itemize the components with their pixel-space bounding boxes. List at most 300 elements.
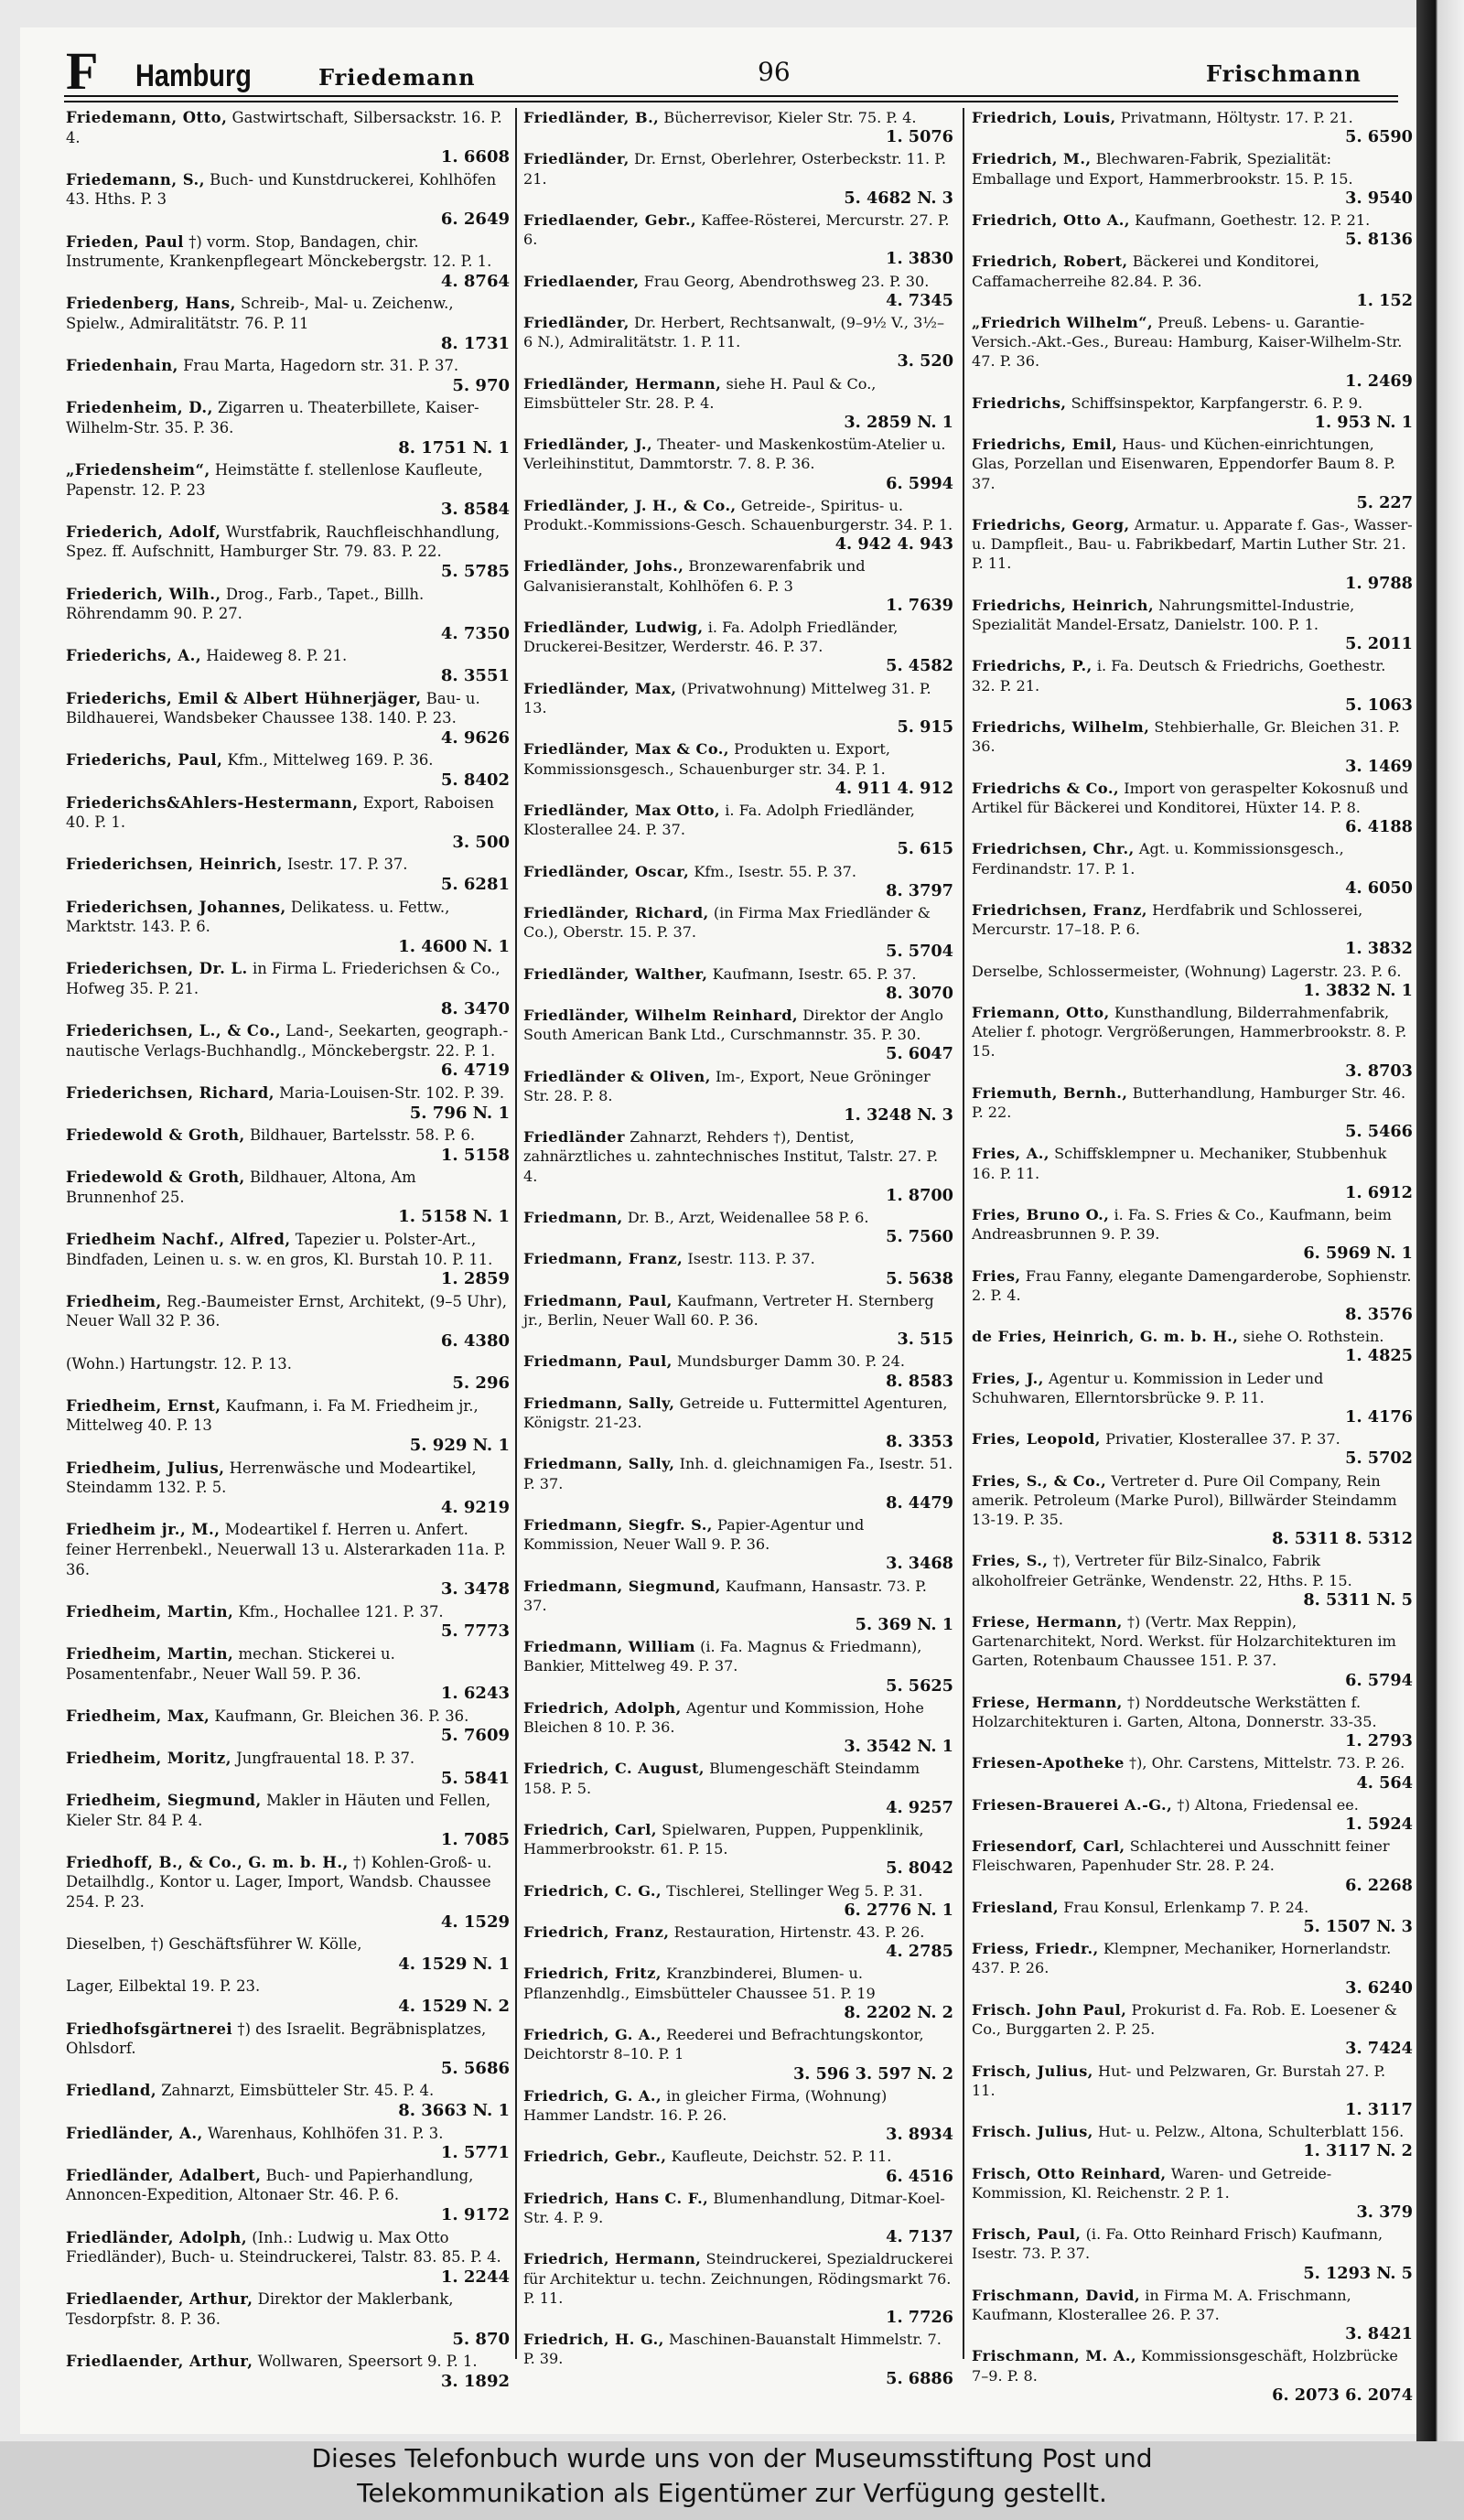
entry-details: Isestr. 17. P. 37.	[287, 856, 408, 874]
entry-phone-number: 1. 7639	[886, 595, 953, 615]
entry-details: Frau Georg, Abendrothsweg 23. P. 30.	[643, 272, 930, 290]
entry-phone-number: 5. 7609	[440, 1726, 510, 1746]
entry-details: Jungfrauental 18. P. 37.	[236, 1749, 415, 1767]
entry-phone-number: 1. 4825	[1345, 1346, 1413, 1366]
entry-name: Fries, S., & Co.,	[972, 1471, 1107, 1490]
entry-phone-number: 8. 1751 N. 1	[398, 437, 510, 458]
directory-entry	[66, 1230, 510, 1289]
entry-details: Im-, Export, Neue Gröninger Str. 28. P. 8.	[523, 1067, 931, 1104]
entry-name: Friess, Friedr.,	[972, 1940, 1099, 1958]
entry-phone-number: 4. 911 4. 912	[834, 778, 953, 798]
entry-name: Friedländer, Johs.,	[523, 557, 684, 576]
entry-name: Friederichsen, Johannes,	[66, 898, 286, 916]
entry-details: Spielwaren, Puppen, Puppenklinik, Hammerbrookstr. 61. P. 15.	[523, 1821, 924, 1858]
entry-name: Friesendorf, Carl,	[972, 1837, 1125, 1856]
entry-phone-number: 1. 3248 N. 3	[844, 1104, 953, 1125]
directory-entry	[523, 1698, 953, 1757]
entry-name: Friedländer, J.,	[523, 436, 653, 454]
entry-name: Friedrichs, Heinrich,	[972, 596, 1155, 614]
directory-entry	[972, 149, 1413, 208]
entry-phone-number: 5. 5686	[440, 2058, 510, 2078]
entry-phone-number: 3. 7424	[1345, 2039, 1413, 2059]
entry-details: Privatmann, Höltystr. 17. P. 21.	[1120, 109, 1353, 126]
entry-name: Friedländer, Max & Co.,	[523, 740, 730, 759]
entry-name: Friedländer, Wilhelm Reinhard,	[523, 1006, 799, 1024]
directory-entry	[523, 108, 953, 146]
entry-name: Friedrich, C. G.,	[523, 1881, 662, 1900]
entry-name: Friedrich, Franz,	[523, 1923, 670, 1942]
page-header	[44, 40, 1398, 101]
entry-details: Steindruckerei, Spezialdruckerei für Architektur u. techn. Zeichnungen, Rödingsmarkt 76. P. 11.	[523, 2250, 953, 2307]
entry-name: Friedemann, S.,	[66, 170, 205, 188]
entry-phone-number: 1. 6243	[440, 1684, 510, 1704]
entry-phone-number: 1. 7085	[440, 1830, 510, 1850]
entry-phone-number: 4. 6050	[1345, 878, 1413, 898]
entry-phone-number: 5. 870	[452, 2329, 510, 2349]
entry-details: Kaufleute, Deichstr. 52. P. 11.	[671, 2148, 892, 2166]
directory-entry	[523, 1922, 953, 1961]
directory-entry	[523, 2147, 953, 2185]
directory-entry	[66, 959, 510, 1018]
directory-entry	[66, 2124, 510, 2163]
entry-phone-number: 1. 3117 N. 2	[1303, 2141, 1413, 2161]
entry-name: Friedländer, Adalbert,	[66, 2166, 262, 2184]
entry-phone-number: 1. 5076	[886, 127, 953, 147]
entry-phone-number: 5. 796 N. 1	[409, 1103, 510, 1123]
directory-entry	[972, 1083, 1413, 1142]
entry-name: Friedheim, Julius,	[66, 1459, 225, 1477]
entry-name: Friedmann, Franz,	[523, 1250, 684, 1268]
directory-entry	[66, 1791, 510, 1850]
entry-name: Friedländer, Walther,	[523, 964, 708, 983]
entry-phone-number: 5. 8042	[886, 1858, 953, 1879]
entry-details: Land-, Seekarten, geograph.-nautische Verlags-Buchhandlg., Mönckebergstr. 22. P. 1.	[66, 1022, 509, 1060]
directory-entry	[523, 1881, 953, 1920]
entry-phone-number: 1. 5158	[440, 1145, 510, 1165]
entry-details: Bücherrevisor, Kieler Str. 75. P. 4.	[663, 109, 917, 126]
entry-details: †), Vertreter für Bilz-Sinalco, Fabrik alkoholfreier Getränke, Wendenstr. 22, Hths. P. 15.	[972, 1552, 1352, 1589]
directory-entry	[523, 1759, 953, 1817]
directory-entry	[66, 646, 510, 685]
entry-name: Friedland,	[66, 2082, 157, 2100]
entry-name: Friedhoff, B., & Co., G. m. b. H.,	[66, 1853, 349, 1871]
entry-phone-number: 5. 5704	[886, 942, 953, 962]
entry-phone-number: 5. 5841	[440, 1768, 510, 1788]
entry-phone-number: 1. 2793	[1345, 1731, 1413, 1751]
entry-phone-number: 4. 7137	[886, 2227, 953, 2247]
entry-phone-number: 6. 4380	[440, 1331, 510, 1352]
directory-entry	[66, 1168, 510, 1227]
entry-phone-number: 1. 2859	[440, 1269, 510, 1289]
entry-details: †), Ohr. Carstens, Mittelstr. 73. P. 26.	[1129, 1754, 1405, 1772]
directory-entry	[972, 1693, 1413, 1751]
entry-details: Schiffsklempner u. Mechaniker, Stubbenhuk 16. P. 11.	[972, 1145, 1387, 1182]
directory-entry	[66, 2228, 510, 2288]
entry-details: Isestr. 113. P. 37.	[687, 1250, 815, 1268]
entry-details: Kranzbinderei, Blumen- u. Pflanzenhdlg., Eimsbütteler Chaussee 51. P. 19	[523, 1965, 876, 2002]
entry-name: Friedrichs, Georg,	[972, 516, 1130, 534]
entry-name: Friedheim, Martin,	[66, 1602, 234, 1621]
entry-details: Schreib-, Mal- u. Zeichenw., Spielw., Admiralitätstr. 76. P. 11	[66, 295, 454, 332]
directory-entry	[972, 393, 1413, 432]
directory-entry	[972, 2062, 1413, 2120]
entry-phone-number: 5. 227	[1356, 492, 1413, 512]
entry-name: Friedrichs,	[972, 393, 1067, 412]
entry-details: Klempner, Mechaniker, Hornerlandstr. 437. P. 26.	[972, 1940, 1392, 1977]
directory-entry	[66, 2352, 510, 2391]
entry-name: Frieden, Paul	[66, 232, 185, 251]
entry-details: Kfm., Hochallee 121. P. 37.	[238, 1602, 444, 1621]
directory-entry	[972, 108, 1413, 146]
directory-entry	[972, 2000, 1413, 2059]
entry-details: siehe O. Rothstein.	[1243, 1328, 1384, 1346]
entry-name: de Fries, Heinrich, G. m. b. H.,	[972, 1328, 1239, 1346]
directory-entry	[523, 496, 953, 555]
entry-name: Friedländer, J. H., & Co.,	[523, 496, 737, 514]
header-rule	[64, 95, 1398, 102]
entry-name: Friedrich, G. A.,	[523, 2086, 662, 2105]
entry-name: Friedländer, Adolph,	[66, 2228, 248, 2246]
entry-details: Kaufmann, Isestr. 65. P. 37.	[712, 964, 917, 983]
entry-details: Kaufmann, Gr. Bleichen 36. P. 36.	[214, 1707, 469, 1725]
entry-details: Reg.-Baumeister Ernst, Architekt, (9–5 Uhr), Neuer Wall 32 P. 36.	[66, 1292, 507, 1330]
directory-entry	[523, 1820, 953, 1879]
directory-entry	[66, 356, 510, 395]
entry-phone-number: 6. 4719	[440, 1061, 510, 1081]
entry-name: Friedländer	[523, 1128, 625, 1147]
entry-details: Warenhaus, Kohlhöfen 31. P. 3.	[207, 2124, 444, 2142]
directory-entry	[523, 1127, 953, 1205]
entry-details: Dieselben, †) Geschäftsführer W. Kölle,	[66, 1935, 362, 1954]
entry-phone-number: 3. 596 3. 597 N. 2	[792, 2063, 953, 2084]
entry-phone-number: 4. 7350	[440, 623, 510, 643]
entry-details: Getreide u. Futtermittel Agenturen, Königstr. 21-23.	[523, 1394, 948, 1431]
entry-name: Friedrichs, Emil,	[972, 436, 1118, 454]
entry-details: Getreide-, Spiritus- u. Produkt.-Kommissions-Gesch. Schauenburgerstr. 34. P. 1.	[523, 496, 953, 534]
entry-phone-number: 5. 4682 N. 3	[844, 188, 953, 208]
entry-phone-number: 6. 4516	[886, 2166, 953, 2186]
directory-entry	[523, 1208, 953, 1246]
entry-details: Wurstfabrik, Rauchfleischhandlung, Spez. ff. Aufschnitt, Hamburger Str. 79. 83. P. 22.	[66, 522, 501, 561]
entry-phone-number: 1. 5158 N. 1	[398, 1207, 510, 1227]
directory-entry	[972, 435, 1413, 512]
entry-details: Bronzewarenfabrik und Galvanisieranstalt, Kohlhöfen 6. P. 3	[523, 557, 866, 595]
entry-details: Heimstätte f. stellenlose Kaufleute, Papenstr. 12. P. 23	[66, 461, 483, 499]
entry-details: Dr. B., Arzt, Weidenallee 58 P. 6.	[627, 1208, 869, 1226]
directory-entry	[972, 313, 1413, 391]
entry-phone-number: 1. 2469	[1345, 371, 1413, 391]
entry-details: Kaufmann, i. Fa M. Friedheim jr., Mittelweg 40. P. 13	[66, 1396, 479, 1435]
entry-details: Bau- u. Bildhauerei, Wandsbeker Chaussee 138. 140. P. 23.	[66, 689, 480, 727]
entry-phone-number: 8. 3797	[886, 880, 953, 900]
entry-name: Friemann, Otto,	[972, 1003, 1110, 1021]
entry-details: Makler in Häuten und Fellen, Kieler Str. 84 P. 4.	[66, 1792, 491, 1829]
directory-entry	[972, 1939, 1413, 1998]
entry-name: Friedrichsen, Chr.,	[972, 840, 1135, 858]
entry-details: Herdfabrik und Schlosserei, Mercurstr. 17–18. P. 6.	[972, 900, 1363, 939]
entry-details: Inh. d. gleichnamigen Fa., Isestr. 51. P. 37.	[523, 1455, 953, 1492]
entry-details: Zahnarzt, Rehders †), Dentist, zahnärztliches u. zahntechnisches Institut, Talstr. 27. P. 4.	[523, 1128, 939, 1185]
page-number: 96	[758, 57, 791, 87]
entry-details: Bildhauer, Altona, Am Brunnenhof 25.	[66, 1168, 416, 1206]
directory-entry	[523, 1006, 953, 1064]
entry-details: Haus- und Küchen-einrichtungen, Glas, Porzellan und Eisenwaren, Eppendorfer Baum 8. P. 37.	[972, 436, 1395, 492]
entry-details: Agentur u. Kommission in Leder und Schuhwaren, Ellerntorsbrücke 9. P. 11.	[972, 1369, 1324, 1406]
directory-entry	[523, 272, 953, 310]
entry-phone-number: 5. 369 N. 1	[855, 1615, 953, 1635]
entry-phone-number: 6. 5794	[1345, 1670, 1413, 1690]
entry-phone-number: 6. 2776 N. 1	[844, 1900, 953, 1920]
entry-phone-number: 1. 5771	[440, 2143, 510, 2163]
entry-phone-number: 1. 8700	[886, 1185, 953, 1205]
city-name: Hamburg	[135, 59, 252, 93]
entry-details: Blumengeschäft Steindamm 158. P. 5.	[523, 1760, 920, 1797]
entry-details: mechan. Stickerei u. Posamentenfabr., Neuer Wall 59. P. 36.	[66, 1644, 395, 1683]
column-divider	[515, 108, 517, 2359]
entry-name: Fries,	[972, 1266, 1021, 1285]
entry-phone-number: 3. 3478	[440, 1579, 510, 1599]
directory-entry	[523, 679, 953, 738]
entry-name: Friedländer,	[523, 150, 630, 168]
directory-entry	[972, 1266, 1413, 1325]
entry-name: Friedrich, H. G.,	[523, 2331, 664, 2349]
entry-name: Frisch, Otto Reinhard,	[972, 2164, 1167, 2182]
directory-entry	[972, 2346, 1413, 2405]
entry-phone-number: 5. 6590	[1345, 127, 1413, 147]
entry-details: Stehbierhalle, Gr. Bleichen 31. P. 36.	[972, 718, 1400, 756]
entry-details: Frau Fanny, elegante Damengarderobe, Sophienstr. 2. P. 4.	[972, 1266, 1412, 1304]
entry-phone-number: 1. 6912	[1345, 1182, 1413, 1202]
directory-entry	[523, 1577, 953, 1635]
entry-phone-number: 5. 6886	[886, 2368, 953, 2388]
directory-entry	[523, 556, 953, 615]
column-right	[972, 108, 1413, 2407]
entry-phone-number: 4. 942 4. 943	[834, 534, 953, 555]
entry-details: Zahnarzt, Eimsbütteler Str. 45. P. 4.	[161, 2082, 435, 2100]
entry-name: Friedrich, Carl,	[523, 1821, 657, 1839]
entry-name: Friedländer, Max Otto,	[523, 801, 721, 819]
entry-phone-number: 1. 4176	[1345, 1407, 1413, 1427]
directory-entry	[523, 1637, 953, 1696]
entry-details: †) des Israelit. Begräbnisplatzes, Ohlsdorf.	[66, 2019, 487, 2058]
entry-name: Friederichs, A.,	[66, 647, 202, 665]
entry-details: †) Kohlen-Groß- u. Detailhdlg., Kontor u. Lager, Import, Wandsb. Chaussee 254. P. 23.	[66, 1853, 492, 1912]
entry-name: Friedrichsen, Franz,	[972, 900, 1148, 919]
entry-name: Friedländer & Oliven,	[523, 1067, 711, 1085]
entry-name: Friedmann, Sally,	[523, 1394, 675, 1412]
directory-entry	[66, 2081, 510, 2120]
entry-name: Friedheim, Martin,	[66, 1644, 234, 1663]
entry-details: Gastwirtschaft, Silbersackstr. 16. P. 4.	[66, 109, 502, 146]
directory-entry	[523, 2025, 953, 2084]
directory-entry	[66, 1396, 510, 1456]
entry-details: Import von geraspelter Kokosnuß und Artikel für Bäckerei und Konditorei, Hüxter 14. P. 8.	[972, 779, 1409, 816]
entry-details: Privatier, Klosterallee 37. P. 37.	[1105, 1430, 1340, 1448]
directory-entry	[523, 2249, 953, 2327]
entry-phone-number: 8. 5311 N. 5	[1303, 1589, 1413, 1610]
entry-name: Frisch, Paul,	[972, 2225, 1082, 2244]
directory-entry	[523, 739, 953, 798]
entry-details: Reederei und Befrachtungskontor, Deichtorstr 8–10. P. 1	[523, 2026, 924, 2063]
directory-entry	[523, 210, 953, 269]
entry-name: Friedenhain,	[66, 357, 178, 375]
entry-name: Friedländer, Max,	[523, 679, 677, 697]
directory-entry	[523, 2189, 953, 2247]
entry-name: Friedheim, Moritz,	[66, 1749, 231, 1767]
entry-name: Friedrich, Adolph,	[523, 1698, 682, 1717]
directory-entry	[66, 398, 510, 458]
entry-name: Friedmann, William	[523, 1638, 695, 1656]
entry-name: Friedmann, Sally,	[523, 1455, 675, 1473]
entry-phone-number: 5. 7773	[440, 1621, 510, 1642]
entry-name: Friederichsen, L., & Co.,	[66, 1022, 282, 1040]
entry-name: Fries, Bruno O.,	[972, 1205, 1110, 1223]
directory-entry	[523, 801, 953, 859]
entry-phone-number: 5. 5466	[1345, 1122, 1413, 1142]
directory-entry	[523, 862, 953, 900]
entry-details: Frau Marta, Hagedorn str. 31. P. 37.	[183, 357, 459, 375]
entry-phone-number: 5. 4582	[886, 656, 953, 676]
directory-entry	[66, 522, 510, 582]
entry-phone-number: 8. 3576	[1345, 1304, 1413, 1324]
entry-name: Friedländer,	[523, 314, 630, 332]
entry-details: Direktor der Maklerbank, Tesdorpfstr. 8. P. 36.	[66, 2290, 454, 2328]
entry-phone-number: 5. 5785	[440, 562, 510, 582]
entry-phone-number: 1. 9788	[1345, 573, 1413, 593]
entry-details: Kfm., Isestr. 55. P. 37.	[694, 862, 857, 880]
entry-phone-number: 3. 379	[1356, 2202, 1413, 2222]
directory-entry	[972, 1429, 1413, 1468]
entry-name: Friedländer, Oscar,	[523, 862, 690, 880]
directory-entry	[66, 1354, 510, 1394]
entry-phone-number: 5. 615	[897, 839, 953, 859]
entry-details: i. Fa. Adolph Friedländer, Klosterallee 24. P. 37.	[523, 801, 915, 839]
entry-name: Friedheim, Max,	[66, 1707, 210, 1725]
entry-details: Bäckerei und Konditorei, Caffamacherreihe 82.84. P. 36.	[972, 253, 1319, 290]
entry-phone-number: 5. 5625	[886, 1675, 953, 1696]
directory-entry	[66, 1602, 510, 1642]
entry-phone-number: 6. 2073 6. 2074	[1272, 2385, 1413, 2405]
entry-phone-number: 5. 970	[452, 375, 510, 395]
entry-details: Lager, Eilbektal 19. P. 23.	[66, 1977, 261, 1996]
section-letter: F	[66, 41, 99, 101]
entry-phone-number: 3. 500	[452, 832, 510, 852]
entry-details: Armatur. u. Apparate f. Gas-, Wasser- u. Dampfleit., Bau- u. Fabrikbedarf, Martin Luther Str. 21. P. 11.	[972, 516, 1413, 573]
entry-name: Frischmann, David,	[972, 2286, 1141, 2304]
entry-name: Friedrich, C. August,	[523, 1760, 705, 1778]
entry-phone-number: 5. 6281	[440, 874, 510, 894]
entry-phone-number: 1. 953 N. 1	[1314, 413, 1413, 433]
entry-name: Friemuth, Bernh.,	[972, 1083, 1128, 1102]
entry-name: Friese, Hermann,	[972, 1613, 1123, 1632]
entry-phone-number: 5. 5638	[886, 1268, 953, 1288]
directory-entry	[972, 1753, 1413, 1792]
directory-entry	[523, 1249, 953, 1287]
entry-details: Papier-Agentur und Kommission, Neuer Wall 9. P. 36.	[523, 1516, 865, 1554]
directory-entry	[66, 793, 510, 853]
entry-details: Mundsburger Damm 30. P. 24.	[676, 1352, 905, 1371]
entry-phone-number: 3. 9540	[1345, 188, 1413, 208]
entry-details: Hut- und Pelzwaren, Gr. Burstah 27. P. 11.	[972, 2062, 1386, 2099]
entry-name: Friesland,	[972, 1898, 1060, 1916]
entry-details: in gleicher Firma, (Wohnung) Hammer Landstr. 16. P. 26.	[523, 2086, 888, 2124]
entry-phone-number: 3. 8584	[440, 500, 510, 520]
entry-name: Friedlaender, Gebr.,	[523, 211, 697, 230]
entry-details: Dr. Ernst, Oberlehrer, Osterbeckstr. 11. P. 21.	[523, 150, 946, 188]
entry-phone-number: 4. 9219	[440, 1497, 510, 1517]
entry-details: Prokurist d. Fa. Rob. E. Loesener & Co., Burggarten 2. P. 25.	[972, 2000, 1397, 2039]
entry-name: Friedmann, Siegmund,	[523, 1577, 721, 1595]
entry-name: Fries, A.,	[972, 1145, 1050, 1163]
directory-entry	[523, 1352, 953, 1390]
entry-phone-number: 1. 3832 N. 1	[1303, 980, 1413, 1000]
directory-entry	[972, 1205, 1413, 1264]
entry-name: Friedlaender,	[523, 272, 640, 290]
entry-phone-number: 4. 1529	[440, 1912, 510, 1932]
entry-details: i. Fa. Deutsch & Friedrichs, Goethestr. 32. P. 21.	[972, 657, 1386, 695]
entry-phone-number: 6. 2649	[440, 209, 510, 229]
entry-details: i. Fa. Adolph Friedländer, Druckerei-Besitzer, Werderstr. 46. P. 37.	[523, 619, 899, 656]
directory-entry	[66, 1749, 510, 1788]
directory-entry	[523, 313, 953, 372]
directory-entry	[972, 210, 1413, 249]
entry-details: †) Norddeutsche Werkstätten f. Holzarchitekturen i. Garten, Altona, Donnerstr. 33-35.	[972, 1693, 1377, 1731]
directory-entry	[523, 1067, 953, 1125]
directory-entry	[972, 656, 1413, 715]
entry-details: Derselbe, Schlossermeister, (Wohnung) Lagerstr. 23. P. 6.	[972, 962, 1402, 980]
entry-phone-number: 3. 8421	[1345, 2324, 1413, 2344]
directory-entry	[972, 1327, 1413, 1365]
entry-phone-number: 6. 2268	[1345, 1875, 1413, 1895]
entry-details: †) Altona, Friedensal ee.	[1177, 1795, 1359, 1814]
directory-entry	[972, 1144, 1413, 1202]
entry-details: Agt. u. Kommissionsgesch., Ferdinandstr. 17. P. 1.	[972, 840, 1344, 878]
entry-phone-number: 4. 2785	[886, 1942, 953, 1962]
entry-name: „Friedensheim“,	[66, 461, 210, 479]
entry-name: Friedrichs, Wilhelm,	[972, 718, 1150, 737]
entry-phone-number: 3. 2859 N. 1	[844, 413, 953, 433]
entry-name: Friederichsen, Dr. L.	[66, 960, 248, 978]
directory-entry	[972, 515, 1413, 593]
entry-details: in Firma M. A. Frischmann, Kaufmann, Klosterallee 26. P. 37.	[972, 2286, 1351, 2323]
entry-name: Friedemann, Otto,	[66, 109, 228, 126]
directory-entry	[66, 750, 510, 790]
entry-name: Friederichsen, Richard,	[66, 1083, 274, 1102]
directory-entry	[66, 1644, 510, 1704]
entry-name: Friedrichs, P.,	[972, 657, 1093, 675]
directory-entry	[66, 108, 510, 167]
entry-details: (Privatwohnung) Mittelweg 31. P. 13.	[523, 679, 931, 716]
directory-entry	[972, 779, 1413, 837]
entry-phone-number: 4. 1529 N. 2	[398, 1997, 510, 2017]
directory-entry	[972, 2224, 1413, 2283]
directory-entry	[972, 1836, 1413, 1895]
entry-name: Friedmann,	[523, 1208, 623, 1226]
entry-details: Theater- und Maskenkostüm-Atelier u. Verleihinstitut, Dammtorstr. 7. 8. P. 36.	[523, 436, 946, 473]
entry-phone-number: 5. 1063	[1345, 695, 1413, 715]
entry-name: Friederich, Adolf,	[66, 522, 221, 541]
directory-entry	[523, 1394, 953, 1452]
directory-entry	[972, 2286, 1413, 2344]
entry-phone-number: 3. 3542 N. 1	[844, 1737, 953, 1757]
entry-phone-number: 4. 7345	[886, 290, 953, 310]
entry-name: Friederichsen, Heinrich,	[66, 856, 283, 874]
entry-details: Export, Raboisen 40. P. 1.	[66, 793, 494, 832]
directory-entry	[972, 1369, 1413, 1427]
directory-entry	[66, 2289, 510, 2349]
directory-entry	[66, 232, 510, 292]
entry-phone-number: 8. 3551	[440, 666, 510, 686]
